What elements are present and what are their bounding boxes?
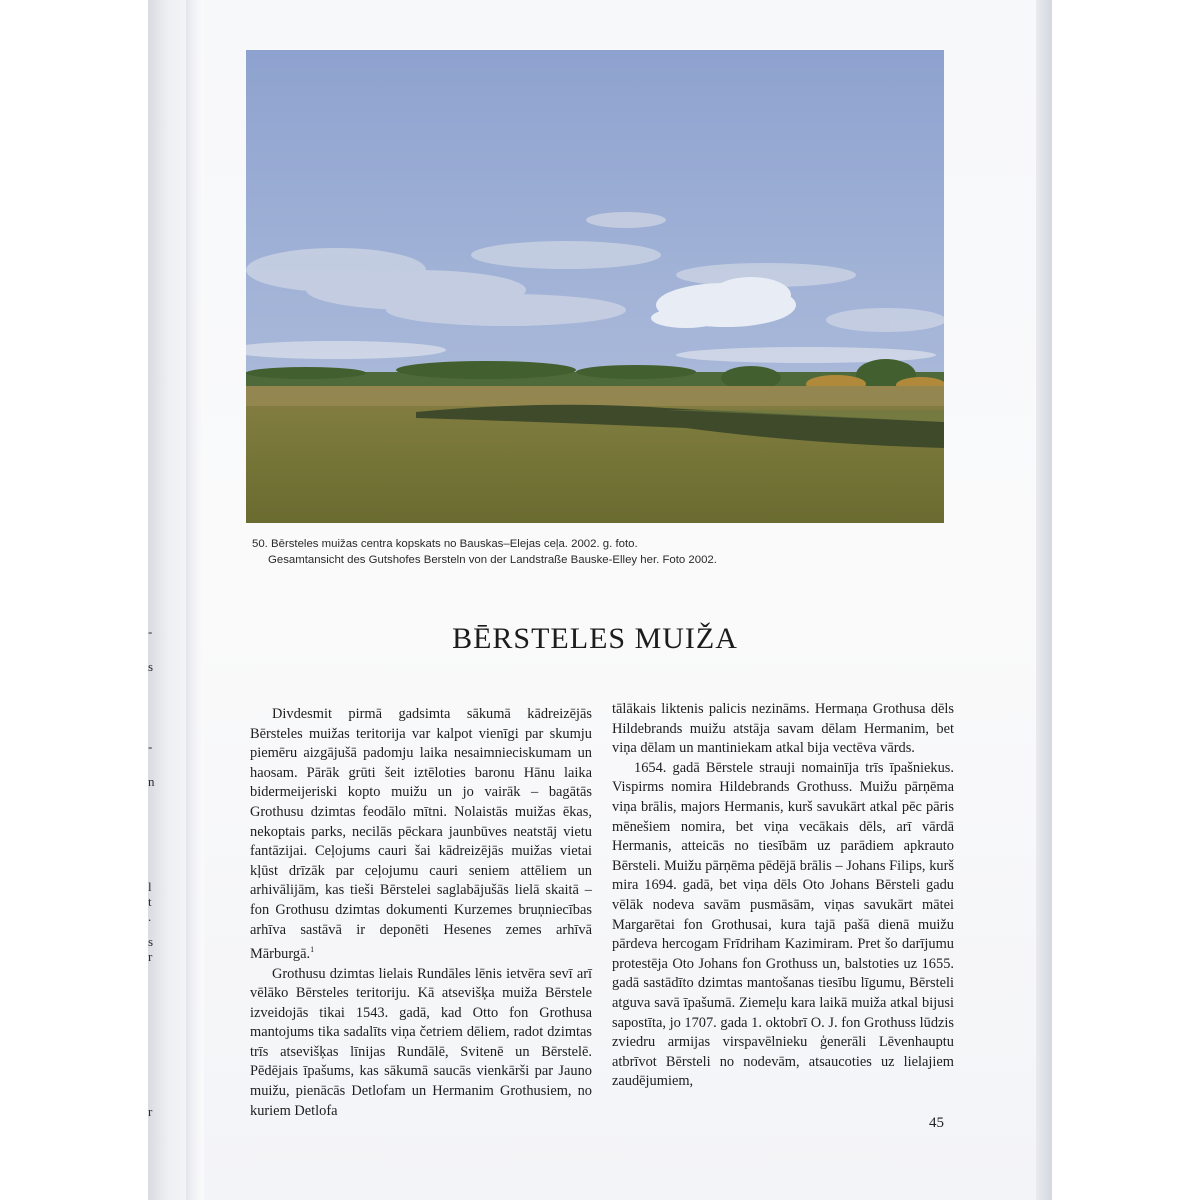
facing-page-fragment: . — [148, 909, 152, 924]
facing-page-fragment: n — [148, 774, 155, 789]
paragraph: tālākais liktenis palicis nezināms. Hermaņa Grothusa dēls Hildebrands muižu atstāja savam dēlam Hermanim, bet viņa dēlam un mantiniekam atkal bija vectēva vārds. — [612, 701, 954, 757]
page-edge-right — [1036, 0, 1052, 1200]
paragraph: 1654. gadā Bērstele strauji nomainīja trīs īpašniekus. Vispirms nomira Hildebrands Grothuss. Muižu pārņēma viņa brālis, majors Hermanis, kurš savukārt atkal pēc pāris mēnešiem nomira, bet viņa vecākais dēls, arī vārdā Hermanis, atteicās no tiesībām uz parādiem apkrauto Bērsteli. Muižu pārņēma pēdējā brālis – Johans Filips, kurš mira 1694. gadā, bet viņa dēls Oto Johans Bērsteli gadu vēlāk nodeva savām pusmāsām, viņas savukārt mātei Margarētai fon Grothusai, kura tajā pašā dienā muižu pārdeva hercogam Frīdriham Kazimiram. Pret šo darījumu protestēja Oto Johans fon Grothuss un, balstoties uz 1655. gadā sastādīto dzimtas mantošanas tiesību līgumu, Bērsteli atguva savā īpašumā. Ziemeļu kara laikā muiža atkal bijusi sapostīta, jo 1707. gada 1. oktobrī O. J. fon Grothuss lūdzis zviedru armijas virspavēlnieku ģenerāli Lēvenhauptu atbrīvot Bērsteli no nodevām, atsaucoties uz lielajiem zaudējumiem, — [612, 759, 954, 1090]
facing-page-fragment: - — [148, 739, 153, 754]
page-number: 45 — [929, 1115, 944, 1131]
book-gutter — [186, 0, 204, 1200]
figure-number: 50. — [252, 538, 268, 550]
facing-page-fragment: s — [148, 659, 154, 674]
text-column-left — [250, 705, 592, 1121]
caption-german: Gesamtansicht des Gutshofes Bersteln von der Landstraße Bauske-Elley her. Foto 2002. — [268, 554, 717, 566]
paragraph-text: Divdesmit pirmā gadsimta sākumā kādreizējās Bērsteles muižas teritorija var kalpot vienīgi par skumju piemēru aizgājušā padomju laika nesaimnieciskumam un haosam. Pārāk grūti šeit iztēloties baronu Hānu laika bidermeijeriski kopto muižu un jo vairāk – bagātās Grothusu dzimtas feodālo mītni. Nolaistās muižas ēkas, nekoptais parks, necilās pēckara jaunbūves neatstāj vietu fantāzijai. Ceļojums cauri šai kādreizējās muižas vietai kļūst drīzāk par ceļojumu cauri seniem attēliem un arhivālijām, kas tieši Bērstelei saglabājušās lielā skaitā – fon Grothusu dzimtas dokumenti Kurzemes bruņniecības arhīva sastāvā ir deponēti Hesenes zemes arhīvā Mārburgā. — [250, 706, 592, 962]
facing-page-fragment: - — [148, 624, 153, 639]
paragraph — [250, 705, 592, 965]
caption-latvian — [252, 536, 952, 552]
paragraph: Grothusu dzimtas lielais Rundāles lēnis ietvēra sevī arī vēlāko Bērsteles teritoriju. Kā atsevišķa muiža Bērstele izveidojās tikai 1543. gadā, kad Otto fon Grothusa mantojums tika sadalīts viņa četriem dēliem, radot dzimtas trīs atsevišķas līnijas Rundālē, Svitenē un Bērstelē. Pēdējais īpašums, kas sākumā saucās vienkārši par Jauno muižu, pienācās Detlofam un Hermanim Grothusiem, no kuriem Detlofa — [250, 965, 592, 1119]
caption-lv-text: Bērsteles muižas centra kopskats no Bauskas–Elejas ceļa. 2002. g. foto. — [271, 538, 638, 550]
figure-caption — [252, 536, 952, 568]
chapter-heading: BĒRSTELES MUIŽA — [452, 622, 738, 655]
facing-page-fragment: l — [148, 879, 152, 894]
facing-page-fragment: s — [148, 934, 154, 949]
facing-page-fragment: r — [148, 949, 153, 964]
background-left — [0, 0, 153, 1200]
background-right — [1052, 0, 1200, 1200]
footnote-ref: 1 — [310, 945, 315, 955]
text-column-right — [612, 700, 954, 1092]
facing-page-fragment: r — [148, 1104, 153, 1119]
landscape-photo — [246, 50, 944, 523]
facing-page-fragment: t — [148, 894, 152, 909]
